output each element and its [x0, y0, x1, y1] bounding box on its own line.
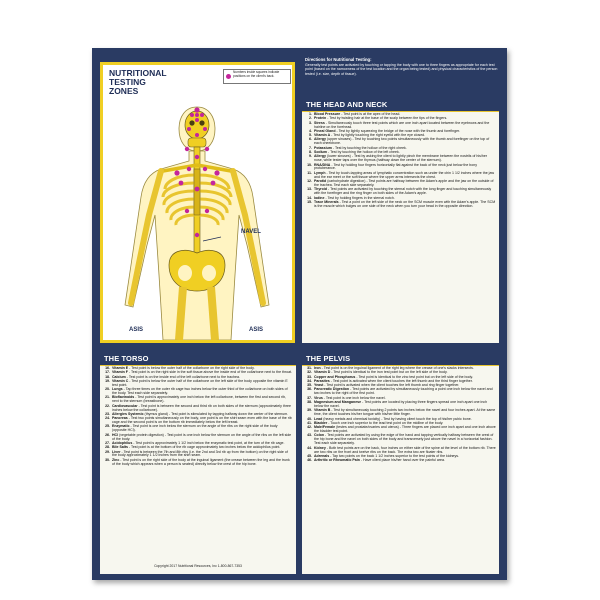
item-number: 34.: [307, 378, 312, 383]
item-number: 42.: [307, 425, 312, 430]
panel-title: THE TORSO: [100, 352, 296, 366]
item-number: 23.: [105, 411, 110, 416]
item-description: - Touch one inch superior to the lead test point on the midline of the body.: [327, 420, 444, 425]
item-number: 10.: [307, 162, 312, 167]
item-name: Allergy: [314, 137, 327, 142]
item-name: Parasites: [314, 378, 330, 383]
item-number: 5.: [309, 133, 312, 138]
item-name: Pineal Gland: [314, 128, 336, 133]
item-description: - Both test points are on the back, four inches on either side of the spine at the level of the bottom rib. There are two ribs on the front and twelve ribs on the back. The extra two are floater ribs.: [314, 445, 496, 454]
item-name: Colon: [314, 433, 325, 438]
item-name: Bioflavinoids: [112, 395, 135, 400]
item-text: [314, 434, 496, 446]
pelvis-panel: [302, 352, 499, 574]
navel-label: NAVEL: [241, 229, 261, 235]
item-description: - Tap two points on the back 1 1/2 inches superior to the test points of the kidneys.: [329, 453, 460, 458]
item-name: Sodium: [314, 149, 328, 154]
item-description: - Test point is at the bottom of the rib cage approximately two inches below the acidophilus point.: [127, 445, 281, 450]
item-name: Bladder: [314, 420, 328, 425]
item-description: - Test point is approximately 1 1/2 inch below the enzymatic test point, at the turn of the rib cage.: [132, 440, 285, 445]
item-name: Iron: [314, 366, 321, 370]
item-number: 35.: [307, 383, 312, 388]
nutritional-testing-chart: [92, 48, 507, 580]
pelvis-list: [302, 366, 499, 463]
item-name: Lead: [314, 416, 323, 421]
item-name: Potassium: [314, 145, 332, 150]
item-number: 30.: [105, 457, 110, 462]
item-number: 21.: [105, 395, 110, 400]
item-number: 46.: [307, 458, 312, 463]
item-name: Blood Pressure: [314, 112, 341, 116]
item-number: 4.: [309, 128, 312, 133]
item-number: 43.: [307, 433, 312, 438]
item-number: 7.: [309, 145, 312, 150]
item-name: Magnesium and Manganese: [314, 400, 362, 405]
torso-panel: [100, 352, 296, 574]
item-description: - Test by simultaneously touching 2 points two inches below the navel and four inches apart. At the same time, the client touches his/her tongue with his/her little finger.: [314, 408, 496, 417]
item-number: 36.: [307, 387, 312, 392]
item-number: 25.: [105, 424, 110, 429]
item-name: Cardiovascular: [112, 403, 138, 408]
item-description: - Test point is on the right side of the body at the inguinal ligament (the crease between the leg and the trunk of the body which appears when a person is seated) directly below the crest of the hip bone.: [112, 457, 290, 466]
item-description: - Test by twisting hair at the base of the scalp between the tips of the fingers.: [326, 116, 448, 121]
item-description: - Test point is below the outer half of the collarbone on the right side of the body.: [128, 366, 255, 370]
copyright-text: Copyright 2017 Nutritional Resources, Inc 1-800-867-7353: [154, 564, 242, 568]
zones-title-line: TESTING: [109, 77, 146, 87]
list-item: [305, 459, 496, 463]
item-name: Copper and Phosphorus: [314, 374, 356, 379]
directions-text: Generally test points are activated by touching or tapping the body with one to three fingers as appropriate for each test point (based on the narrowness of the test location and the organ being tested) and physical characteristics of the person tested (i.e. size, depth of tissue).: [305, 63, 498, 76]
item-description: (thymus gland) - Test point is stimulated by tapping halfway down the center of the sternum.: [143, 411, 289, 416]
item-name: Acidophilus: [112, 440, 133, 445]
item-description: - Test point is on the right side in the soft tissue above the inside end of the collarbone next to the throat.: [127, 370, 293, 375]
item-description: - Test by touch-tapping areas of lymphatic concentration such as under the chin 1 1/2 inches where the jaw and the ear meet or the soft tissue where the upper arms intersects the chest.: [314, 170, 495, 179]
item-number: 15.: [307, 199, 312, 204]
item-number: 19.: [105, 378, 110, 383]
skeleton-icon: [103, 65, 292, 340]
item-description: - Test point is identical to the zinc test point but on the left side of the body.: [355, 374, 473, 379]
item-number: 39.: [307, 408, 312, 413]
item-number: 28.: [105, 445, 110, 450]
item-description: - Test points are activated by using the edge of the hand and tapping vertically halfway between the crest of the hip bone and the navel on both sides of the body and transversely just above the navel in a horizontal fashion. Test each side separately.: [314, 433, 494, 446]
item-number: 16.: [105, 366, 110, 370]
item-description: - Test by holding fingers in the sternal notch.: [324, 195, 395, 200]
item-description: - Test point is at the apex of the head.: [340, 112, 401, 116]
item-description: - Test point is approximately one inch below the left collarbone, between the first and second rib, next to the sternum (breastbone).: [112, 395, 287, 404]
directions-title: Directions for Nutritional Testing:: [305, 57, 372, 62]
item-name: Vitamin C: [112, 378, 129, 383]
item-number: 2.: [309, 116, 312, 121]
item-number: 26.: [105, 432, 110, 437]
item-name: Vitamin A: [314, 133, 331, 138]
item-text: [112, 459, 293, 467]
head-neck-panel: [302, 98, 499, 343]
item-number: 6.: [309, 137, 312, 142]
item-name: Thyroid: [314, 187, 328, 192]
item-number: 33.: [307, 374, 312, 379]
zones-illustration: [100, 62, 295, 343]
item-number: 29.: [105, 449, 110, 454]
item-number: 18.: [105, 374, 110, 379]
item-number: 3.: [309, 120, 312, 125]
panel-title: THE HEAD AND NECK: [302, 98, 499, 112]
item-name: RNA/DNA: [314, 162, 331, 167]
item-name: Iodine: [314, 195, 325, 200]
item-name: Vitamin D: [314, 370, 331, 375]
item-description: - Test point is one inch below the navel.: [322, 395, 386, 400]
item-number: 27.: [105, 440, 110, 445]
item-text: [314, 459, 496, 463]
item-number: 1.: [309, 112, 312, 116]
item-text: [314, 201, 496, 209]
item-description: - Test point is activated when the client touches the left thumb and the third finger together.: [329, 378, 473, 383]
item-number: 40.: [307, 416, 312, 421]
item-name: HCl: [112, 432, 119, 437]
item-description: - Test point is on the inside end of the left collarbone next to the trachea.: [125, 374, 240, 379]
item-name: Pancreatic Digestion: [314, 387, 350, 392]
item-description: - Test point is one inch below the sternum on the angle of the ribs on the right side of the body (opposite HCl).: [112, 424, 278, 433]
item-name: Adrenals: [314, 453, 330, 458]
item-description: - Tap three times on the outer rib cage two inches below the outer third of the collarbone on both sides of the body. Test each side separately.: [112, 387, 288, 396]
item-description: - Test point is below the outer half of the collarbone on the left side of the body opposite the vitamin E test point.: [112, 378, 288, 387]
item-number: 12.: [307, 179, 312, 184]
item-number: 8.: [309, 149, 312, 154]
item-name: Vitamin B: [314, 408, 331, 413]
zones-title-line: ZONES: [109, 86, 139, 96]
item-description: (carbohydrate digestion) - Test points are halfway between the Adam's apple and the jaw on the outside of the trachea. Test each side separately.: [314, 179, 494, 187]
item-number: 24.: [105, 416, 110, 421]
item-number: 11.: [307, 170, 312, 175]
item-number: 14.: [307, 195, 312, 200]
list-item: [305, 434, 496, 446]
item-description: - Simultaneously touch three test points which are one inch apart located between the eyebrows and the hairline on the forehead.: [314, 120, 490, 129]
head-neck-list: [302, 112, 499, 209]
item-description: - Test a point on the left side of the neck on the SCM muscle even with the Adam's apple. The SCM is the muscle which bulges on one side of the neck when you turn your head in the opposite direction.: [314, 199, 496, 208]
item-number: 38.: [307, 400, 312, 405]
item-description: - Test point is identical to the iron test point but on the left side of the body.: [330, 370, 448, 375]
item-description: - Test by touching the hollow of the left cheek.: [327, 149, 400, 154]
item-number: 41.: [307, 420, 312, 425]
item-number: 32.: [307, 370, 312, 375]
item-description: (upper sinuses) - Test by touching two points simultaneously with the thumb and forefinger on the top of each cheekbone.: [314, 137, 490, 146]
item-name: Enzymatic: [112, 424, 130, 429]
directions: [305, 58, 501, 76]
item-name: Calcium: [112, 374, 126, 379]
item-name: Kidney: [314, 445, 326, 450]
item-name: Vitamin F: [112, 370, 128, 375]
item-description: - Test points are activated by simultaneously touching a point one inch below the navel and two inches to the right of the first point.: [314, 387, 493, 396]
item-number: 44.: [307, 445, 312, 450]
item-number: 31.: [307, 366, 312, 370]
item-description: - Test point is between the second and third rib on both sides of the sternum (approximately three inches below the collarbone).: [112, 403, 291, 412]
item-name: Zinc: [112, 457, 120, 462]
item-name: Protein: [314, 116, 327, 121]
item-name: Pancreas: [112, 416, 128, 421]
item-name: Liver: [112, 449, 121, 454]
item-number: 13.: [307, 187, 312, 192]
item-name: Stress: [314, 120, 325, 125]
item-number: 17.: [105, 370, 110, 375]
item-description: - Test by touching the hollow of the right cheek.: [331, 145, 407, 150]
item-name: Parotid: [314, 179, 327, 184]
item-description: - Test by lightly squeezing the bridge of the nose with the thumb and forefinger.: [335, 128, 461, 133]
item-name: Arthritic or Rheumatic Pain: [314, 458, 360, 463]
item-description: (vegetable protein digestion) - Test point is one inch below the sternum on the angle of the ribs on the left side of the body.: [112, 432, 292, 441]
item-description: (testes and prostate/ovaries and uterus) - Three fingers are placed one inch apart and one inch above the bladder test point.: [314, 425, 496, 434]
item-name: Trace Minerals: [314, 199, 339, 204]
item-description: - Test points are located by placing three fingers spread one inch apart one inch below the navel.: [314, 400, 488, 408]
list-item: [103, 459, 293, 467]
item-description: - Test by lightly touching the right eyelid with the eye closed.: [330, 133, 426, 138]
torso-list: [100, 366, 296, 467]
item-name: Yeast: [314, 383, 324, 388]
item-name: Lungs: [112, 387, 123, 392]
asis-right-label: ASIS: [249, 327, 264, 333]
asis-left-label: ASIS: [129, 327, 144, 333]
item-description: (heavy metals and chemical toxicity) - Test by having client touch the top of his/her pubic bone.: [322, 416, 472, 421]
item-number: 45.: [307, 453, 312, 458]
item-name: Vitamin E: [112, 366, 129, 370]
item-name: Lymph: [314, 170, 326, 175]
item-description: - Test point is on the inguinal ligament of the right leg where the crease of one's slacks intersects.: [320, 366, 474, 370]
item-name: Male/Female: [314, 425, 336, 430]
item-number: 37.: [307, 395, 312, 400]
item-description: - Test two points simultaneously on the body, one point is on the shirt seam even with the base of the rib cage and the second point is on the bottom rib immediately below the left breast.: [112, 416, 292, 425]
item-number: 20.: [105, 387, 110, 392]
item-name: Allergies Systemic: [112, 411, 144, 416]
item-name: Bile Salts: [112, 445, 128, 450]
panel-title: THE PELVIS: [302, 352, 499, 366]
item-number: 22.: [105, 403, 110, 408]
item-description: - Test point is activated when the client touches the left thumb and ring finger together.: [323, 383, 460, 388]
item-name: Virus: [314, 395, 323, 400]
item-description: - Test by holding four fingers horizontally flat against the back of the neck just below the bony protuberance.: [314, 162, 477, 171]
item-description: - Have client place his/her hand over the painful area.: [359, 458, 445, 463]
zones-title-line: NUTRITIONAL: [109, 68, 167, 78]
legend-key-text: Numbers inside squares indicate positions on the client's back.: [233, 70, 280, 78]
item-name: Allergy: [314, 154, 327, 159]
list-item: [305, 201, 496, 209]
item-description: - Test point is between the 7th and 8th ribs (i.e. the 2nd and 3rd rib up from the bottom) on the right side of the body approximately 1 1/2 inches from the shirt seam.: [112, 449, 288, 458]
item-description: - Test points are activated by touching the sternal notch with the long finger and touching simultaneously with the forefinger and the ring finger on both sides of the Adam's apple.: [314, 187, 492, 196]
item-description: (lower sinuses) - Test by asking the client to lightly pinch the membrane between the nostrils of his/her nose, while tester taps over the thymus (halfway down the center of the sternum).: [314, 154, 488, 163]
item-number: 9.: [309, 154, 312, 159]
